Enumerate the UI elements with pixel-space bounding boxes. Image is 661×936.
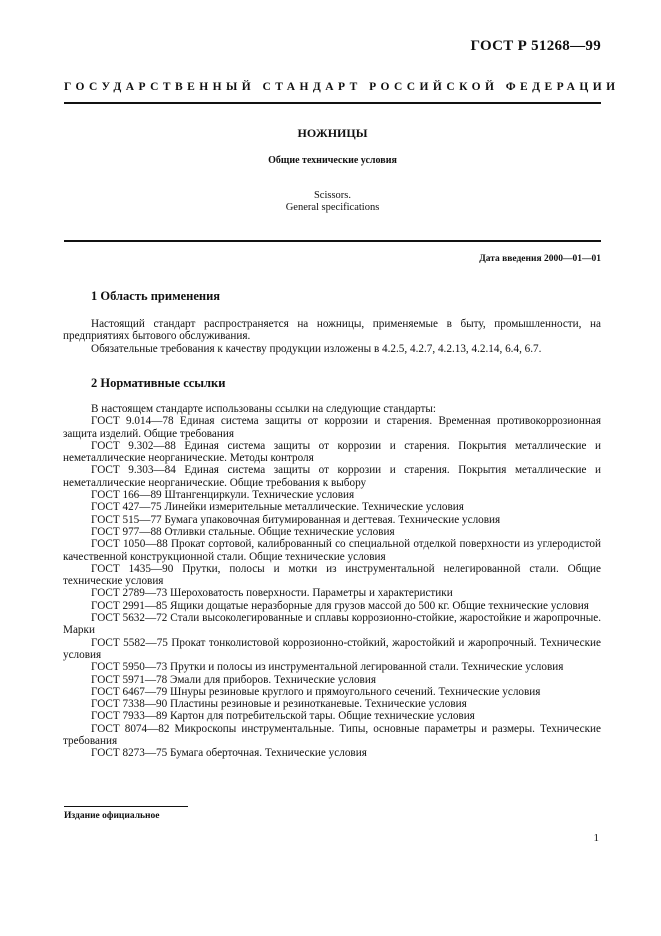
reference-item: ГОСТ 427—75 Линейки измерительные металлические. Технические условия xyxy=(91,501,464,514)
section-heading-references: 2 Нормативные ссылки xyxy=(91,376,226,390)
reference-item: ГОСТ 9.014—78 Единая система защиты от коррозии и старения. Временная противокоррозионная защита изделий. Общие требования xyxy=(63,415,601,440)
reference-item: ГОСТ 9.302—88 Единая система защиты от коррозии и старения. Покрытия металлические и неметаллические неорганические. Методы контроля xyxy=(63,439,601,465)
reference-item: ГОСТ 2991—85 Ящики дощатые неразборные для грузов массой до 500 кг. Общие технические условия xyxy=(91,599,589,612)
footer-divider xyxy=(64,806,188,807)
document-number: ГОСТ Р 51268—99 xyxy=(470,38,601,54)
reference-item: ГОСТ 8074—82 Микроскопы инструментальные. Типы, основные параметры и размеры. Технические требования xyxy=(63,722,601,748)
section-body-scope xyxy=(63,318,601,355)
edition-note: Издание официальное xyxy=(64,811,160,821)
reference-item: ГОСТ 1435—90 Прутки, полосы и мотки из инструментальной нелегированной стали. Общие технические условия xyxy=(63,562,601,588)
reference-item: ГОСТ 2789—73 Шероховатость поверхности. Параметры и характеристики xyxy=(91,587,453,600)
state-standard-banner: ГОСУДАРСТВЕННЫЙ СТАНДАРТ РОССИЙСКОЙ ФЕДЕРАЦИИ xyxy=(64,81,620,93)
section-body-references xyxy=(63,403,601,760)
english-title-line: General specifications xyxy=(285,202,380,213)
reference-item: ГОСТ 5971—78 Эмали для приборов. Технические условия xyxy=(91,673,376,686)
reference-item: ГОСТ 9.303—84 Единая система защиты от коррозии и старения. Покрытия металлические и неметаллические неорганические. Общие требования к выбору xyxy=(63,464,601,489)
reference-item: ГОСТ 5632—72 Стали высоколегированные и сплавы коррозионно-стойкие, жаростойкие и жаропрочные. Марки xyxy=(63,612,601,637)
header-divider xyxy=(64,102,601,104)
english-title xyxy=(64,190,601,214)
reference-item: ГОСТ 6467—79 Шнуры резиновые круглого и прямоугольного сечений. Технические условия xyxy=(91,685,541,698)
reference-item: ГОСТ 8273—75 Бумага оберточная. Технические условия xyxy=(91,747,367,760)
reference-item: ГОСТ 7338—90 Пластины резиновые и резинотканевые. Технические условия xyxy=(91,698,467,711)
reference-item: ГОСТ 5950—73 Прутки и полосы из инструментальной легированной стали. Технические условия xyxy=(91,661,564,674)
reference-item: ГОСТ 1050—88 Прокат сортовой, калиброванный со специальной отделкой поверхности из углеродистой качественной конструкционной стали. Общие технические условия xyxy=(63,538,601,563)
title-divider xyxy=(64,240,601,242)
reference-item: ГОСТ 166—89 Штангенциркули. Технические условия xyxy=(91,489,355,502)
paragraph: Настоящий стандарт распространяется на ножницы, применяемые в быту, промышленности, на предприятиях бытового обслуживания. xyxy=(63,318,601,343)
page-number: 1 xyxy=(593,832,599,844)
document-subtitle: Общие технические условия xyxy=(268,155,397,166)
reference-item: ГОСТ 515—77 Бумага упаковочная битумированная и дегтевая. Технические условия xyxy=(91,513,501,526)
section-heading-scope: 1 Область применения xyxy=(91,289,221,303)
introduction-date: Дата введения 2000—01—01 xyxy=(479,254,601,264)
document-title: НОЖНИЦЫ xyxy=(297,126,368,140)
reference-item: ГОСТ 5582—75 Прокат тонколистовой коррозионно-стойкий, жаростойкий и жаропрочный. Технические условия xyxy=(63,636,601,661)
paragraph: Обязательные требования к качеству продукции изложены в 4.2.5, 4.2.7, 4.2.13, 4.2.14, 6.4, 6.7. xyxy=(91,342,542,355)
reference-item: ГОСТ 7933—89 Картон для потребительской тары. Общие технические условия xyxy=(91,710,475,723)
english-title-line: Scissors. xyxy=(313,190,352,201)
paragraph: В настоящем стандарте использованы ссылки на следующие стандарты: xyxy=(91,403,436,415)
reference-item: ГОСТ 977—88 Отливки стальные. Общие технические условия xyxy=(91,525,395,538)
